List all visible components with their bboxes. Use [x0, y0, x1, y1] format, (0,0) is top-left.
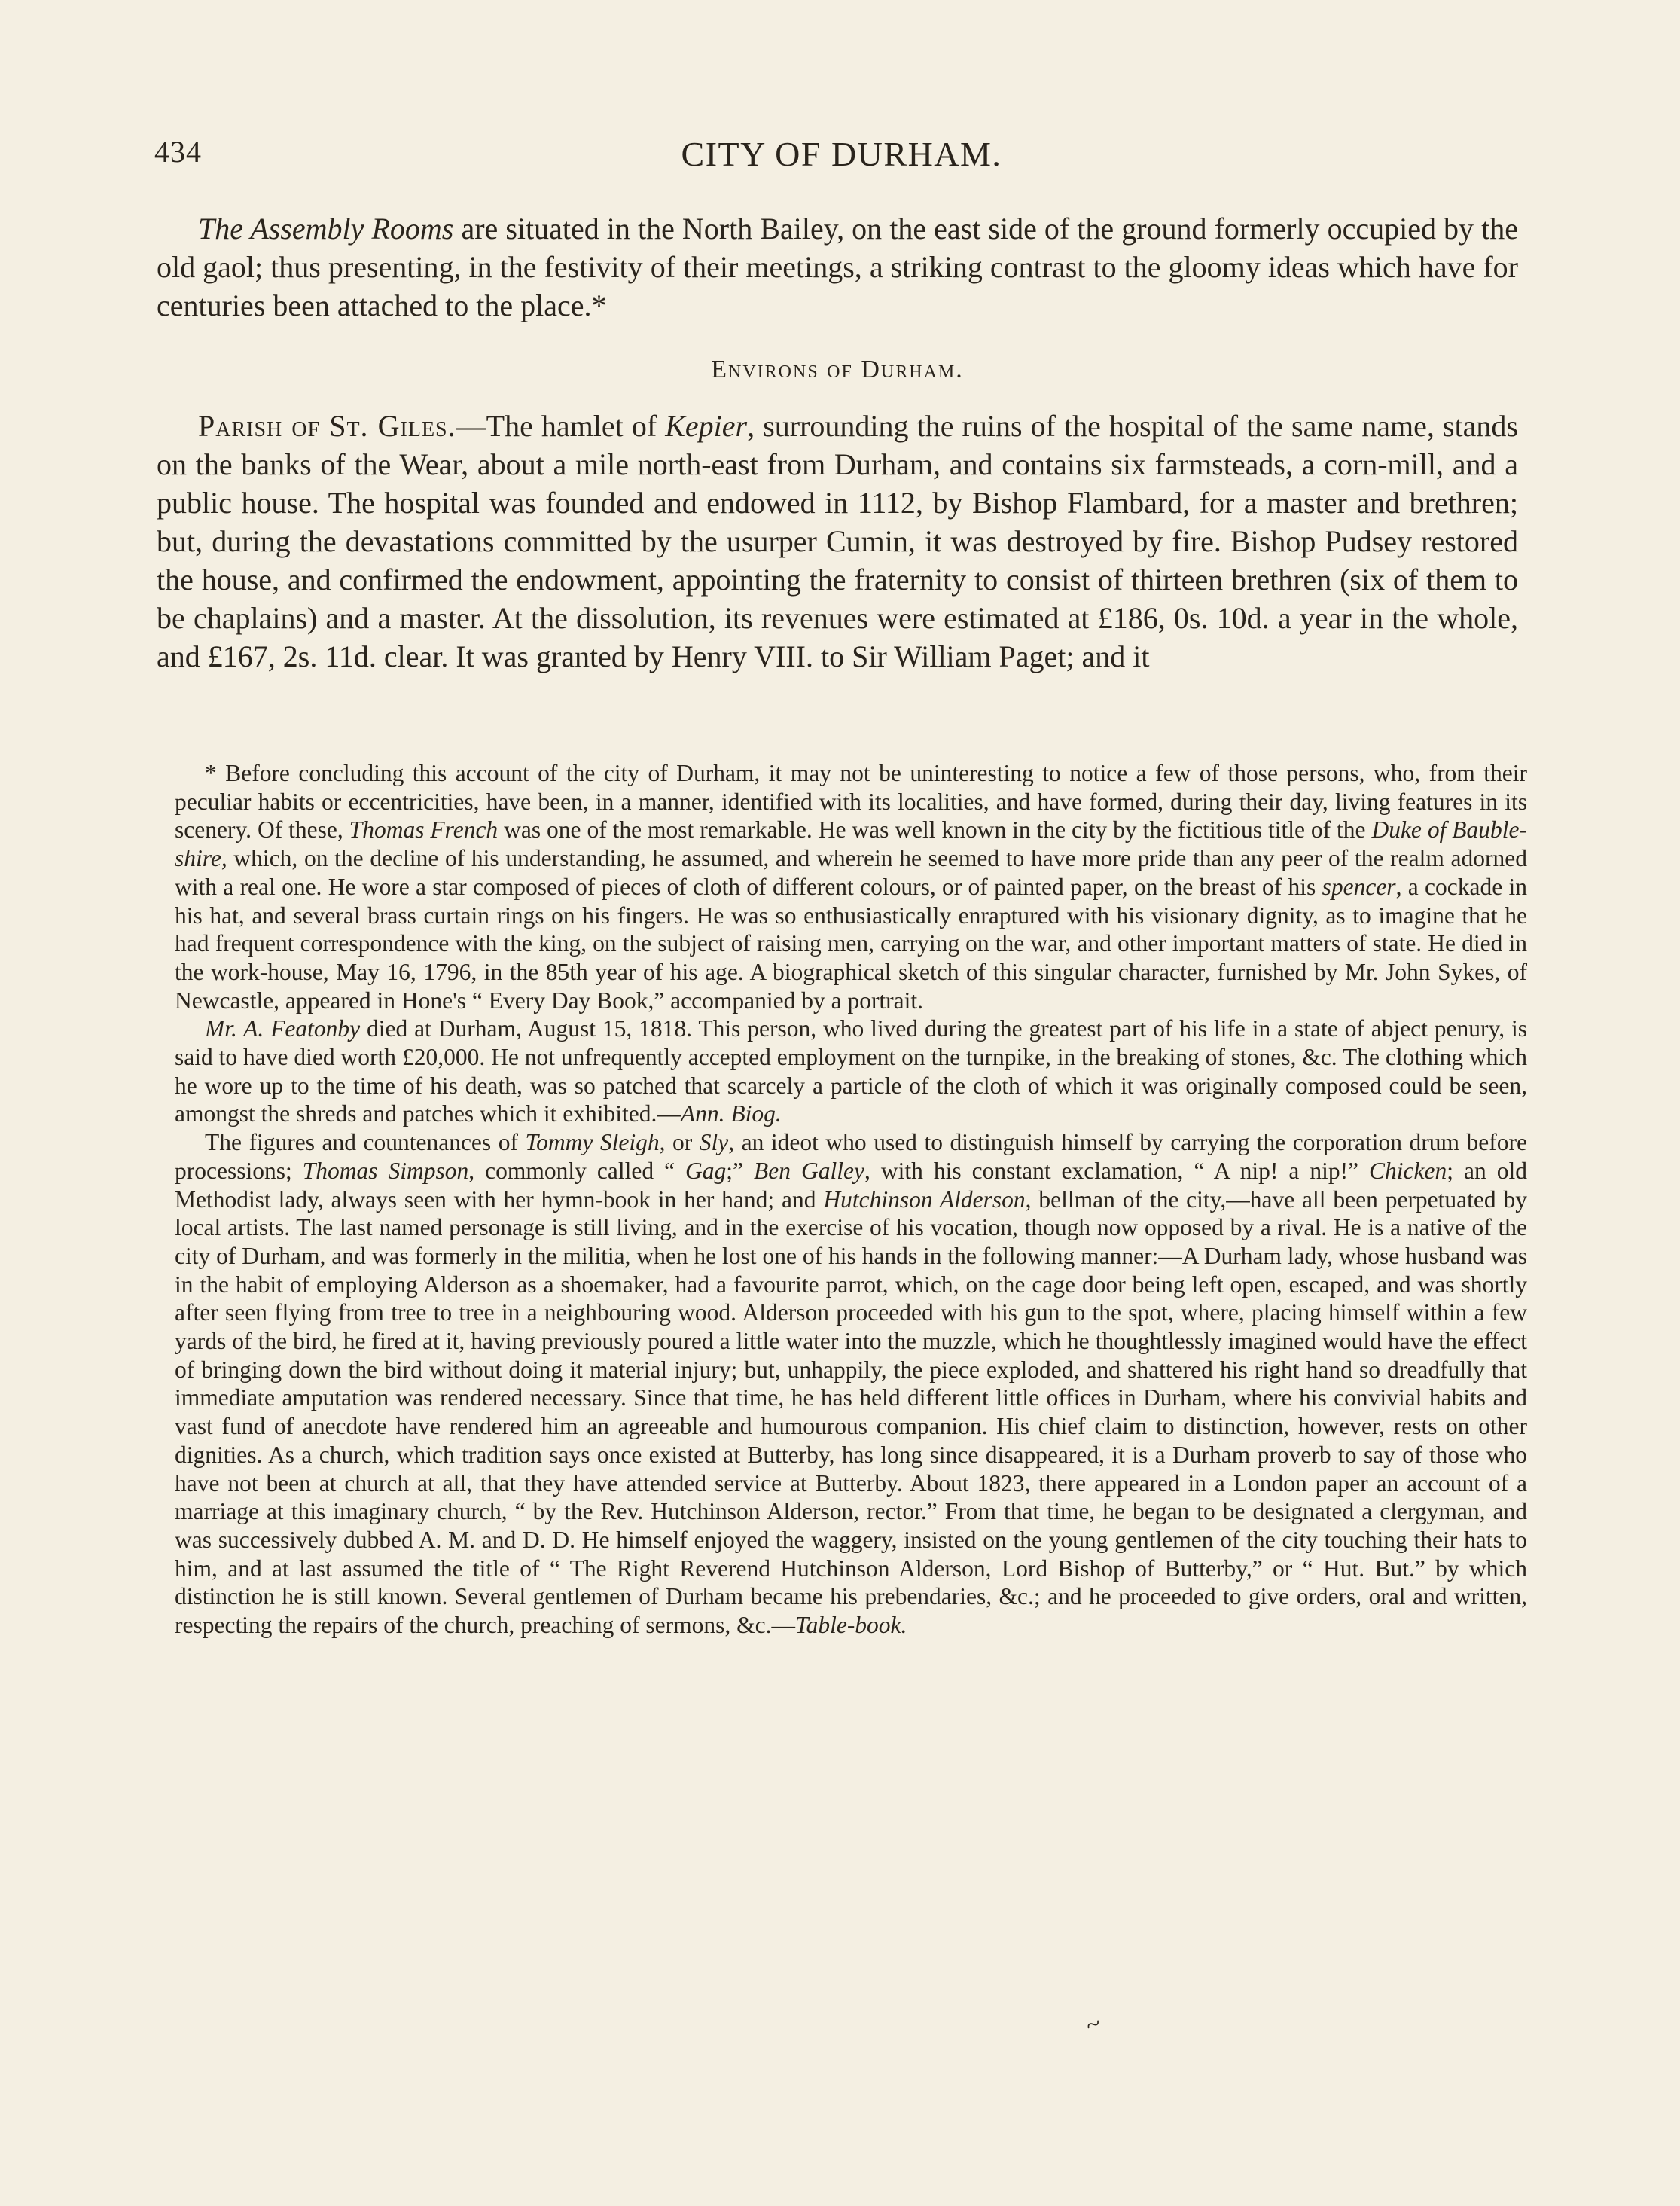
italic-phrase: Gag [685, 1157, 727, 1184]
text-run: * Before concluding this account of the city of Durham, it may not be uninteresting to notice a few of those persons, who, from their peculiar habits or eccentricities, have been, in a manner, identified with its localities, and have formed, during their day, living features in its scenery. Of these, [175, 760, 1527, 844]
italic-phrase: Tommy Sleigh [525, 1129, 660, 1156]
text-run: which, on the decline of his understanding, he assumed, and wherein he seemed to have more pride than any peer of the realm adorned with a real one. He wore a star composed of pieces of cloth of different colours, or of painted paper, on the breast of his [175, 845, 1527, 900]
text-run: , surrounding the ruins of the hospital of the same name, stands on the banks of the Wear, about a mile north-east from Durham, and contains six farmsteads, a corn-mill, and a public house. The hospital was founded and endowed in 1112, by Bishop Flambard, for a master and brethren; but, during the devastations committed by the usurper Cumin, it was destroyed by fire. Bishop Pudsey restored the house, and confirmed the endowment, appointing the fraternity to consist of thirteen brethren (six of them to be chaplains) and a master. At the dissolution, its revenues were estimated at £186, 0s. 10d. a year in the whole, and £167, 2s. 11d. clear. It was granted by Henry VIII. to Sir William Paget; and it [157, 409, 1518, 673]
text-run: was one of the most remarkable. He was well known in the city by the fictitious title of the [498, 816, 1372, 844]
text-run: The figures and countenances of [205, 1129, 526, 1156]
text-run: ; an old Methodist lady, always seen with her hymn-book in her hand; and [175, 1157, 1527, 1213]
assembly-rooms-paragraph [157, 209, 1518, 325]
italic-phrase: Duke of Bauble-shire, [175, 816, 1527, 872]
main-text [157, 209, 1518, 676]
italic-phrase: spencer [1322, 873, 1396, 900]
italic-phrase: Kepier [665, 409, 748, 443]
text-run: , bellman of the city,—have all been perpetuated by local artists. The last named personage is still living, and in the exercise of his vocation, though now opposed by a rival. He is a native of the city of Durham, and was formerly in the militia, when he lost one of his hands in the following manner:—A Durham lady, whose husband was in the habit of employing Alderson as a shoemaker, had a favourite parrot, which, on the cage door being left open, escaped, and was shortly after seen flying from tree to tree in a neighbouring wood. Alderson proceeded with his gun to the spot, where, placing himself within a few yards of the bird, he fired at it, having previously poured a little water into the muzzle, which he thoughtlessly imagined would have the effect of bringing down the bird without doing it material injury; but, unhappily, the piece exploded, and shattered his right hand so dreadfully that immediate amputation was rendered necessary. Since that time, he has held different little offices in Durham, where his convivial habits and vast fund of anecdote have rendered him an agreeable and humourous companion. His chief claim to distinction, however, rests on other dignities. As a church, which tradition says once existed at Butterby, has long since disappeared, it is a Durham proverb to say of those who have not been at church at all, that they have attended service at Butterby. About 1823, there appeared in a London paper an account of a marriage at this imaginary church, “ by the Rev. Hutchinson Alderson, rector.” From that time, he began to be designated a clergyman, and was successively dubbed A. M. and D. D. He himself enjoyed the waggery, insisted on the young gentlemen of the city touching their hats to him, and at last assumed the title of “ The Right Reverend Hutchinson Alderson, Lord Bishop of Butterby,” or “ Hut. But.” by which distinction he is still known. Several gentlemen of Durham became his prebendaries, &c.; and he proceeded to give orders, oral and written, respecting the repairs of the church, preaching of sermons, &c.— [175, 1185, 1527, 1639]
italic-phrase: Ben Galley [754, 1157, 864, 1184]
italic-phrase: Mr. A. Featonby [205, 1015, 361, 1042]
italic-phrase: Table-book. [794, 1612, 907, 1639]
text-run: , or [659, 1129, 700, 1156]
text-run: , commonly called “ [468, 1157, 686, 1184]
italic-phrase: Sly [699, 1129, 729, 1156]
italic-phrase: Chicken [1369, 1157, 1447, 1184]
text-run: , with his constant exclamation, “ A nip! a nip!” [864, 1157, 1370, 1184]
italic-phrase: The Assembly Rooms [198, 212, 454, 246]
section-heading: Environs of Durham. [711, 355, 964, 383]
footnotes [175, 759, 1527, 1640]
footnote-featonby [175, 1015, 1527, 1128]
running-title: CITY OF DURHAM. [681, 135, 1002, 173]
ink-mark: ~ [1082, 2009, 1105, 2041]
page-number: 434 [154, 135, 202, 169]
text-run: —The hamlet of [456, 409, 666, 443]
text-run: died at Durham, August 15, 1818. This person, who lived during the greatest part of his life in a state of abject penury, is said to have died worth £20,000. He not unfrequently accepted employment on the turnpike, in the breaking of stones, &c. The clothing which he wore up to the time of his death, was so patched that scarcely a particle of the cloth of which it was originally composed could be seen, amongst the shreds and patches which it exhibited.— [175, 1015, 1527, 1127]
italic-phrase: Ann. Biog. [680, 1100, 782, 1127]
text-run: , a cockade in his hat, and several brass curtain rings on his fingers. He was so enthusiastically enraptured with his visionary dignity, as to imagine that he had frequent correspondence with the king, on the subject of raising men, carrying on the war, and other important matters of state. He died in the work-house, May 16, 1796, in the 85th year of his age. A biographical sketch of this singular character, furnished by Mr. John Sykes, of Newcastle, appeared in Hone's “ Every Day Book,” accompanied by a portrait. [175, 873, 1527, 1014]
running-head [154, 134, 1529, 179]
text-run: ;” [726, 1157, 755, 1184]
text-run: are situated in the North Bailey, on the east side of the ground formerly occupied by the old gaol; thus presenting, in the festivity of their meetings, a striking contrast to the gloomy ideas which have for centuries been attached to the place.* [157, 212, 1518, 322]
footnote-thomas-french [175, 759, 1527, 1015]
parish-heading: Parish of St. Giles. [198, 409, 456, 443]
italic-phrase: Hutchinson Alderson [823, 1185, 1026, 1213]
italic-phrase: Thomas Simpson [302, 1157, 469, 1184]
text-run: , an ideot who used to distinguish himself by carrying the corporation drum before processions; [175, 1129, 1527, 1184]
footnote-local-characters [175, 1128, 1527, 1640]
italic-phrase: Thomas French [349, 816, 499, 844]
parish-paragraph [157, 407, 1518, 676]
